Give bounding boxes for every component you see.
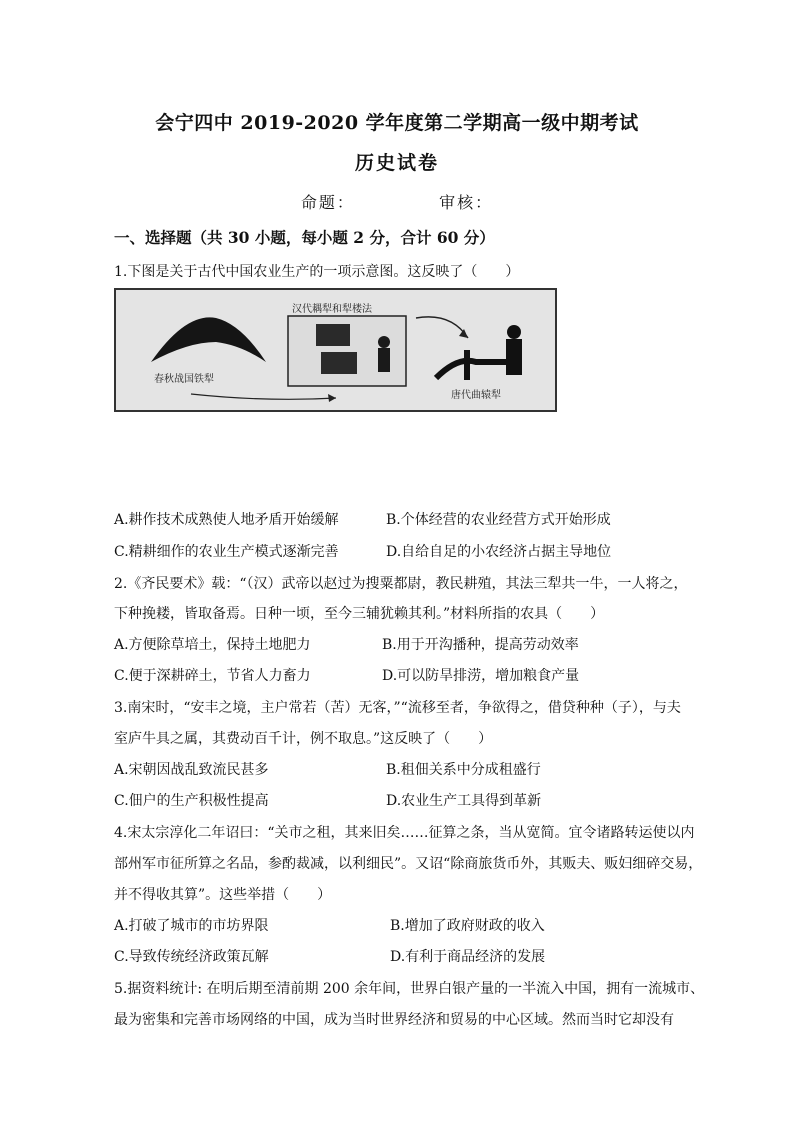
plough-handle [464,350,470,380]
question-4-text-line-3: 并不得收其算”。这些举措（ ） [114,887,332,903]
iron-plough-shape [151,317,266,362]
q3-option-c[interactable]: C.佃户的生产积极性提高 [114,793,269,809]
q2-option-d[interactable]: D.可以防旱排涝，增加粮食产量 [382,668,580,684]
ploughman-head [507,325,521,339]
question-3-text-line-2: 室庐牛具之属，其费动百千计，例不取息。”这反映了（ ） [114,731,493,747]
question-3-text-line-1: 3.南宋时，“安丰之境，主户常若（苦）无客，”“流移至者，争欲得之，借贷种种（子），与夫 [114,700,681,716]
iron-plough-label: 春秋战国铁犁 [154,374,214,385]
ox-1 [316,324,350,346]
q3-option-b[interactable]: B.租佃关系中分成租盛行 [386,762,541,778]
author-label: 命题： [300,193,355,212]
bottom-arrow-head [328,394,336,402]
q4-option-c[interactable]: C.导致传统经济政策瓦解 [114,949,269,965]
q2-option-c[interactable]: C.便于深耕碎土，节省人力畜力 [114,668,311,684]
question-5-text-line-1: 5.据资料统计: 在明后期至清前期 200 余年间，世界白银产量的一半流入中国，拥有一流城市、 [114,981,705,997]
plough-illustration [116,290,555,410]
q1-option-d[interactable]: D.自给自足的小农经济占据主导地位 [386,544,612,560]
farmer-head [378,336,390,348]
question-2-text-line-2: 下种挽耧，皆取备焉。日种一顷，至今三辅犹赖其利。”材料所指的农具（ ） [114,606,605,622]
bottom-arrow-line [191,394,336,399]
question-1-text: 1.下图是关于古代中国农业生产的一项示意图。这反映了（ ） [114,264,520,280]
exam-meta [0,190,794,213]
q4-option-a[interactable]: A.打破了城市的市坊界限 [114,918,269,934]
q1-option-b[interactable]: B.个体经营的农业经营方式开始形成 [386,512,611,528]
section-title: 一、选择题（共 30 小题，每小题 2 分，合计 60 分） [114,228,495,247]
exam-subtitle: 历史试卷 [354,152,439,174]
q4-option-d[interactable]: D.有利于商品经济的发展 [390,949,546,965]
reviewer-label: 审核： [439,193,494,212]
question-5-text-line-2: 最为密集和完善市场网络的中国，成为当时世界经济和贸易的中心区域。然而当时它却没有 [114,1012,674,1028]
exam-title: 会宁四中 2019-2020 学年度第二学期高一级中期考试 [155,112,639,134]
q2-option-a[interactable]: A.方便除草培土，保持土地肥力 [114,637,311,653]
q1-option-c[interactable]: C.精耕细作的农业生产模式逐渐完善 [114,544,339,560]
ox-2 [321,352,357,374]
tang-plough-label: 唐代曲辕犁 [451,390,501,401]
question-2-text-line-1: 2.《齐民要术》载：“（汉）武帝以赵过为搜粟都尉，教民耕殖，其法三犁共一牛，一人将之， [114,576,688,592]
q2-option-b[interactable]: B.用于开沟播种，提高劳动效率 [382,637,579,653]
plough-figure [114,288,557,412]
farmer-body [378,348,390,372]
q1-option-a[interactable]: A.耕作技术成熟使人地矛盾开始缓解 [114,512,339,528]
q3-option-d[interactable]: D.农业生产工具得到革新 [386,793,542,809]
question-4-text-line-1: 4.宋太宗淳化二年诏曰：“关市之租，其来旧矣……征算之条，当从宽简。宜令诸路转运使以内 [114,825,695,841]
q3-option-a[interactable]: A.宋朝因战乱致流民甚多 [114,762,269,778]
q4-option-b[interactable]: B.增加了政府财政的收入 [390,918,545,934]
question-4-text-line-2: 部州军市征所算之名品，参酌裁减，以利细民”。又诏“除商旅货币外，其贩夫、贩妇细碎交易， [114,856,703,872]
ploughman-body [506,339,522,375]
han-plough-label: 汉代耦犁和犁楼法 [292,304,372,315]
top-arrow-head [459,329,468,338]
